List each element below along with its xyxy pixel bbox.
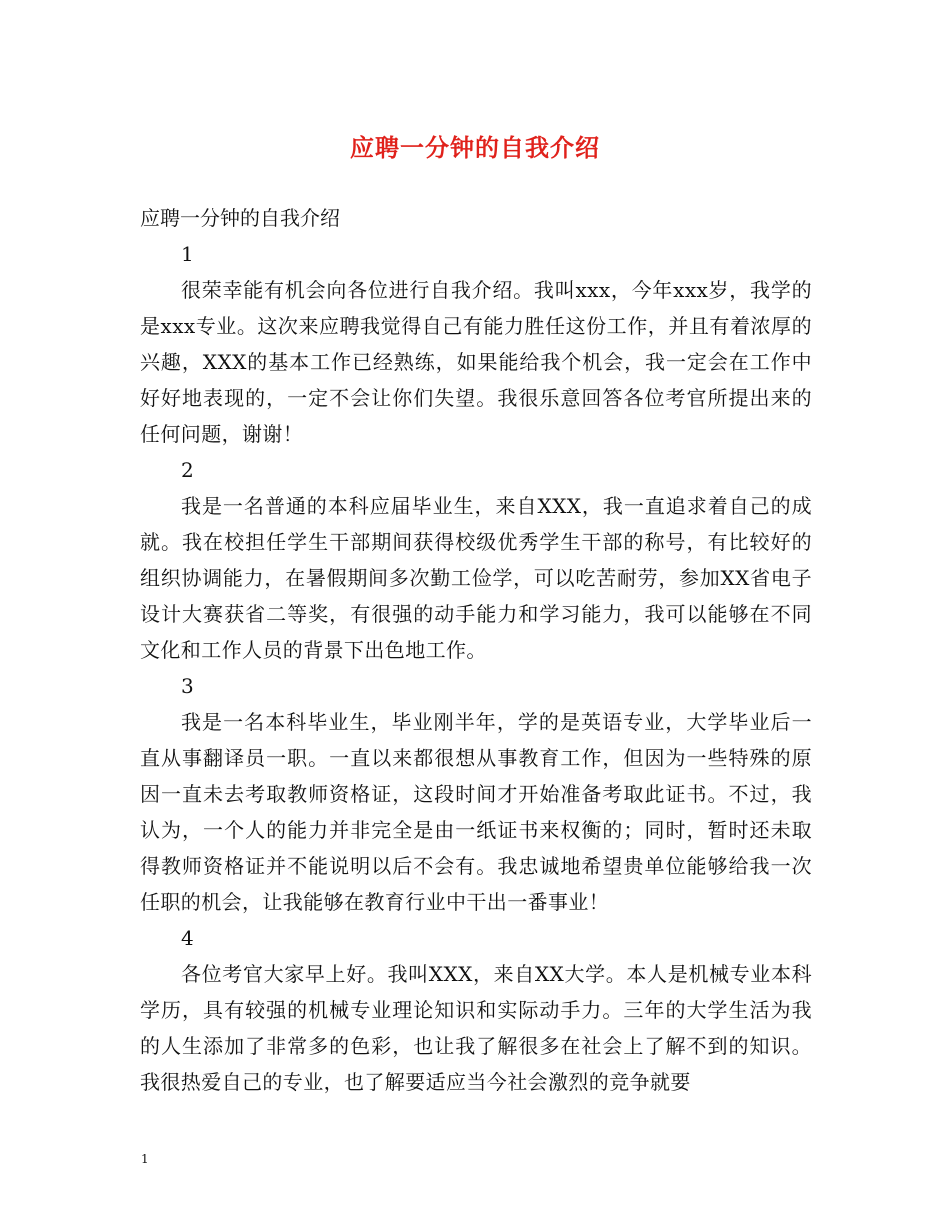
section-number-2: 2	[181, 458, 194, 482]
section-paragraph-1: 很荣幸能有机会向各位进行自我介绍。我叫xxx，今年xxx岁，我学的是xxx专业。这次来应聘我觉得自己有能力胜任这份工作，并且有着浓厚的兴趣，XXX的基本工作已经熟练，如果能给我个机会，我一定会在工作中好好地表现的，一定不会让你们失望。我很乐意回答各位考官所提出来的任何问题，谢谢！	[140, 278, 812, 446]
section-paragraph-3: 我是一名本科毕业生，毕业刚半年，学的是英语专业，大学毕业后一直从事翻译员一职。一直以来都很想从事教育工作，但因为一些特殊的原因一直未去考取教师资格证，这段时间才开始准备考取此证书。不过，我认为，一个人的能力并非完全是由一纸证书来权衡的；同时，暂时还未取得教师资格证并不能说明以后不会有。我忠诚地希望贵单位能够给我一次任职的机会，让我能够在教育行业中干出一番事业！	[140, 710, 812, 914]
document-body	[140, 200, 812, 1100]
page-number: 1	[141, 1152, 149, 1166]
section-paragraph-4: 各位考官大家早上好。我叫XXX，来自XX大学。本人是机械专业本科学历，具有较强的机械专业理论知识和实际动手力。三年的大学生活为我的人生添加了非常多的色彩，也让我了解很多在社会上了解不到的知识。我很热爱自己的专业，也了解要适应当今社会激烈的竞争就要	[140, 962, 812, 1094]
section-paragraph-2: 我是一名普通的本科应届毕业生，来自XXX，我一直追求着自己的成就。我在校担任学生干部期间获得校级优秀学生干部的称号，有比较好的组织协调能力，在暑假期间多次勤工俭学，可以吃苦耐劳，参加XX省电子设计大赛获省二等奖，有很强的动手能力和学习能力，我可以能够在不同文化和工作人员的背景下出色地工作。	[140, 494, 812, 662]
section-number-1: 1	[181, 242, 194, 266]
document-title: 应聘一分钟的自我介绍	[350, 133, 600, 162]
section-number-4: 4	[181, 926, 194, 950]
document-subtitle: 应聘一分钟的自我介绍	[140, 206, 340, 230]
section-number-3: 3	[181, 674, 194, 698]
